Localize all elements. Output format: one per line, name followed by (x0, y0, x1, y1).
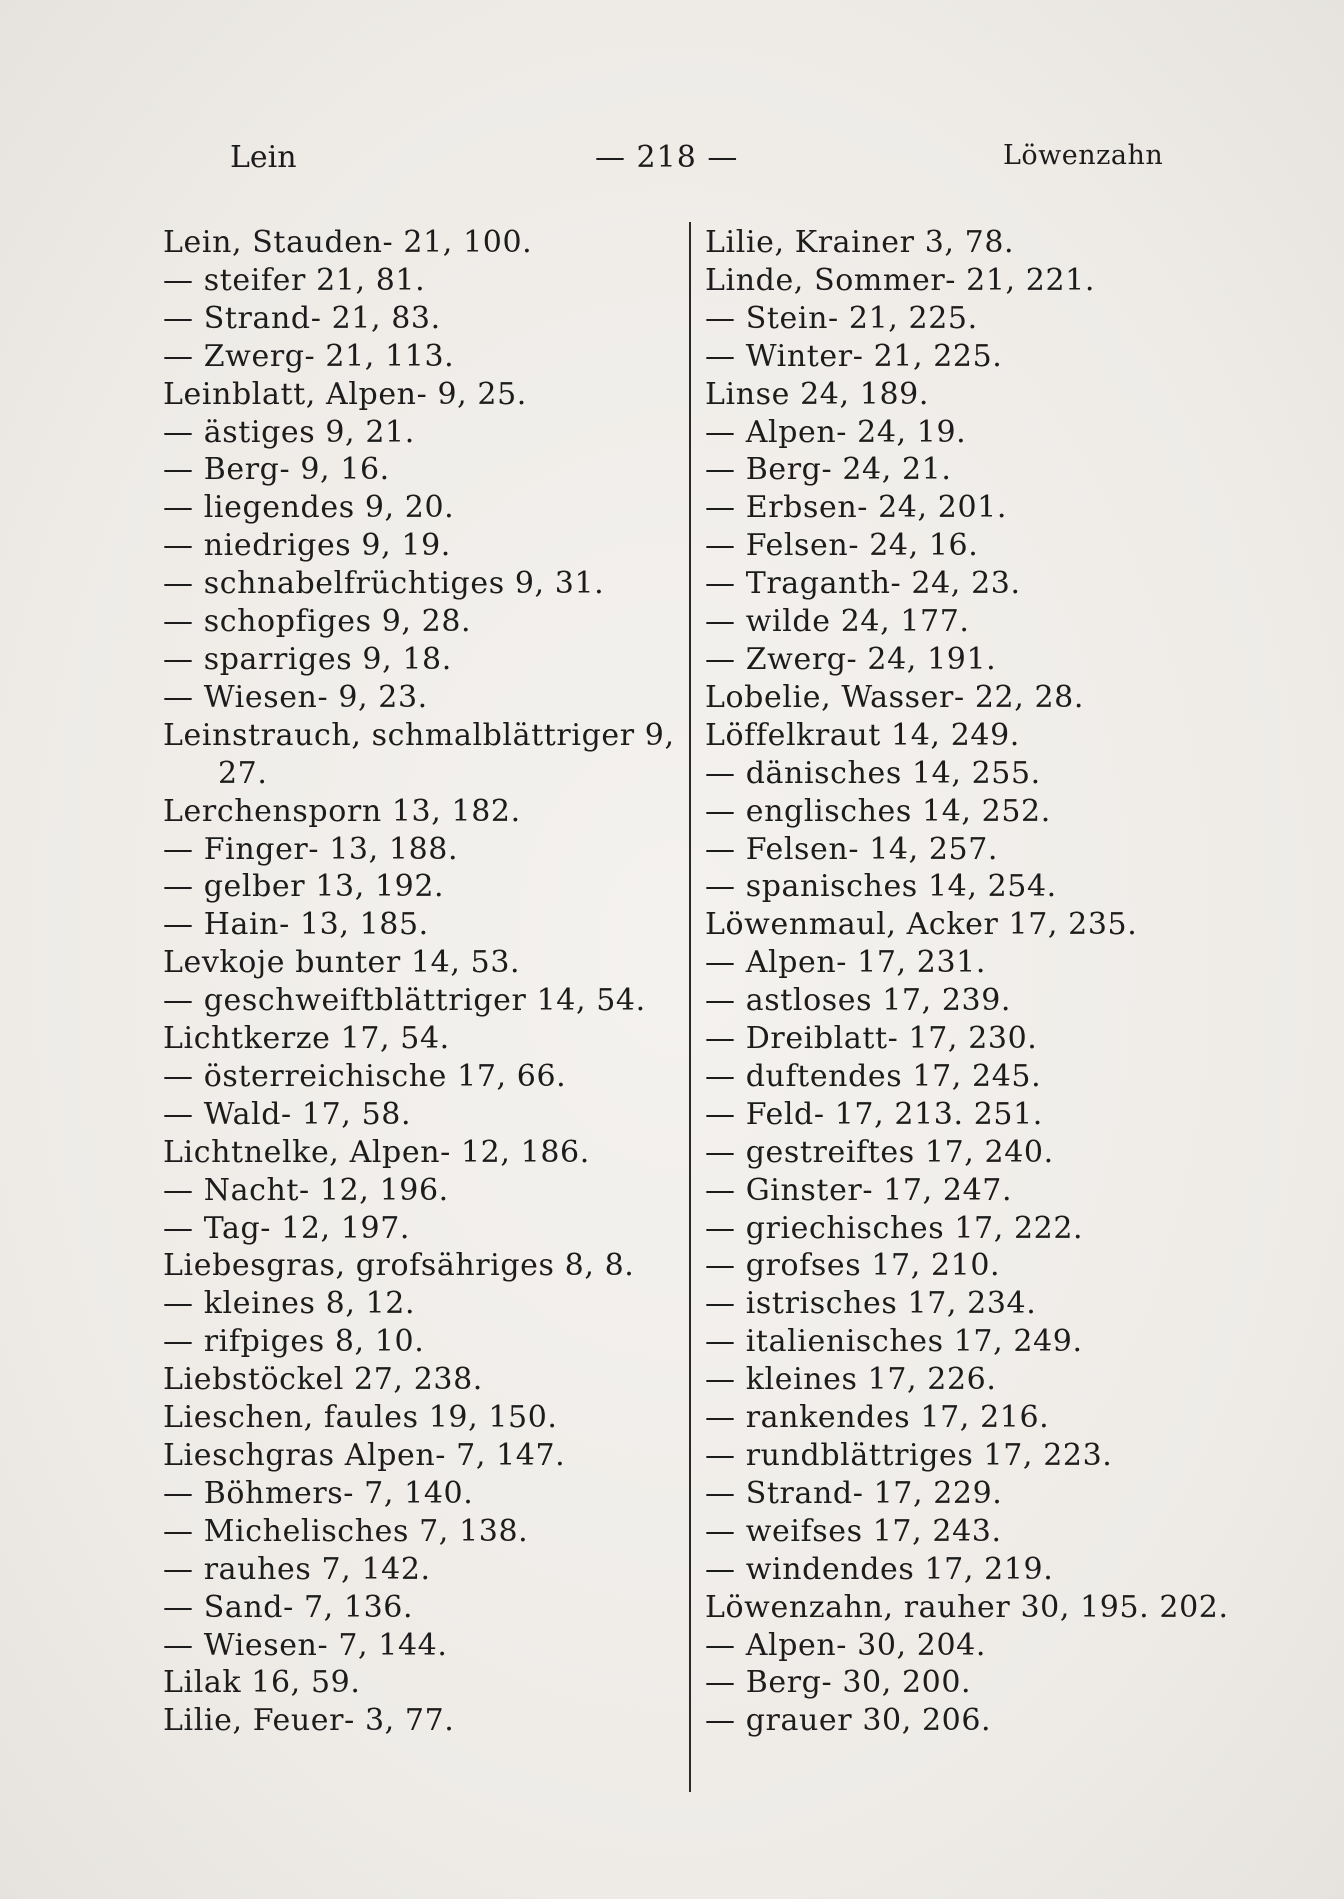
index-entry: Lilak 16, 59. (163, 1665, 361, 1701)
index-entry: Löffelkraut 14, 249. (705, 717, 1020, 753)
index-entry: — Zwerg- 21, 113. (163, 338, 455, 374)
index-entry: — istrisches 17, 234. (705, 1286, 1037, 1322)
index-entry: Leinblatt, Alpen- 9, 25. (163, 376, 527, 412)
index-entry: — Alpen- 17, 231. (705, 945, 986, 981)
index-entry: Lerchensporn 13, 182. (163, 793, 521, 829)
index-entry: Lilie, Krainer 3, 78. (705, 225, 1015, 260)
index-entry: Linde, Sommer- 21, 221. (705, 262, 1095, 298)
index-entry: — Wald- 17, 58. (163, 1096, 412, 1132)
index-entry: Liebesgras, grofsähriges 8, 8. (163, 1248, 635, 1284)
index-entry: — schopfiges 9, 28. (163, 604, 472, 640)
index-entry: — Stein- 21, 225. (705, 300, 978, 336)
index-entry: Linse 24, 189. (705, 376, 929, 412)
index-entry: — rifpiges 8, 10. (163, 1324, 425, 1360)
index-entry: — gelber 13, 192. (163, 869, 445, 905)
index-entry: — Erbsen- 24, 201. (705, 490, 1007, 526)
index-entry: Leinstrauch, schmalblättriger 9, (163, 717, 675, 753)
index-entry: — gestreiftes 17, 240. (705, 1134, 1054, 1170)
index-entry: — sparriges 9, 18. (163, 641, 452, 677)
index-entry: Liebstöckel 27, 238. (163, 1362, 483, 1398)
index-entry: — österreichische 17, 66. (163, 1058, 567, 1094)
index-entry: — astloses 17, 239. (705, 983, 1012, 1019)
index-entry: — rauhes 7, 142. (163, 1551, 431, 1587)
index-entry: Löwenmaul, Acker 17, 235. (705, 907, 1138, 943)
index-entry: — wilde 24, 177. (705, 604, 970, 640)
index-entry: — windendes 17, 219. (705, 1551, 1054, 1587)
index-entry: — Zwerg- 24, 191. (705, 641, 997, 677)
index-entry: — rankendes 17, 216. (705, 1400, 1050, 1436)
index-entry: — Berg- 30, 200. (705, 1665, 972, 1701)
index-entry: — Winter- 21, 225. (705, 338, 1003, 374)
index-entry: Lein, Stauden- 21, 100. (163, 225, 533, 260)
index-entry: — Wiesen- 9, 23. (163, 679, 428, 715)
index-entry: — dänisches 14, 255. (705, 755, 1041, 791)
index-entry: — Finger- 13, 188. (163, 831, 459, 867)
index-entry: — Berg- 9, 16. (163, 452, 390, 488)
index-entry: Levkoje bunter 14, 53. (163, 945, 521, 981)
index-entry: Lilie, Feuer- 3, 77. (163, 1703, 455, 1739)
index-entry: — Hain- 13, 185. (163, 907, 429, 943)
index-entry: — grauer 30, 206. (705, 1703, 992, 1739)
index-entry: — Feld- 17, 213. 251. (705, 1096, 1043, 1132)
header-left-keyword: Lein (230, 140, 297, 175)
index-entry: — Strand- 21, 83. (163, 300, 441, 336)
index-entry: 27. (218, 755, 268, 791)
index-entry: — Wiesen- 7, 144. (163, 1627, 448, 1663)
index-entry: Lobelie, Wasser- 22, 28. (705, 679, 1084, 715)
index-entry: — Alpen- 30, 204. (705, 1627, 986, 1663)
index-entry: — niedriges 9, 19. (163, 528, 451, 564)
header-right-keyword: Löwenzahn (1003, 140, 1164, 171)
index-entry: — Nacht- 12, 196. (163, 1172, 449, 1208)
index-entry: — Dreiblatt- 17, 230. (705, 1021, 1038, 1057)
column-divider (689, 222, 691, 1792)
index-entry: — kleines 17, 226. (705, 1362, 997, 1398)
index-entry: — liegendes 9, 20. (163, 490, 455, 526)
index-entry: Lichtnelke, Alpen- 12, 186. (163, 1134, 590, 1170)
index-entry: — geschweiftblättriger 14, 54. (163, 983, 646, 1019)
index-entry: — Böhmers- 7, 140. (163, 1475, 474, 1511)
index-entry: — Traganth- 24, 23. (705, 566, 1021, 602)
index-entry: Lichtkerze 17, 54. (163, 1021, 450, 1057)
index-entry: — rundblättriges 17, 223. (705, 1438, 1113, 1473)
page-number: — 218 — (595, 140, 739, 175)
index-entry: — steifer 21, 81. (163, 262, 426, 298)
index-entry: — Michelisches 7, 138. (163, 1513, 529, 1549)
left-index-column (163, 224, 683, 1740)
index-entry: — grofses 17, 210. (705, 1248, 1001, 1284)
index-entry: — schnabelfrüchtiges 9, 31. (163, 566, 605, 602)
index-entry: — Tag- 12, 197. (163, 1210, 411, 1246)
index-entry: — italienisches 17, 249. (705, 1324, 1083, 1360)
index-entry: Lieschgras Alpen- 7, 147. (163, 1438, 566, 1473)
index-entry: — kleines 8, 12. (163, 1286, 416, 1322)
index-entry: Löwenzahn, rauher 30, 195. 202. (705, 1589, 1229, 1625)
index-entry: — griechisches 17, 222. (705, 1210, 1084, 1246)
running-head (0, 140, 1344, 184)
index-entry: — Berg- 24, 21. (705, 452, 952, 488)
index-entry: — duftendes 17, 245. (705, 1058, 1042, 1094)
index-entry: — englisches 14, 252. (705, 793, 1051, 829)
index-entry: — Ginster- 17, 247. (705, 1172, 1013, 1208)
index-entry: — Felsen- 14, 257. (705, 831, 999, 867)
index-entry: — Sand- 7, 136. (163, 1589, 414, 1625)
index-entry: — Felsen- 24, 16. (705, 528, 979, 564)
index-entry: — Alpen- 24, 19. (705, 414, 967, 450)
index-entry: — spanisches 14, 254. (705, 869, 1057, 905)
index-entry: — Strand- 17, 229. (705, 1475, 1003, 1511)
index-entry: — weifses 17, 243. (705, 1513, 1002, 1549)
index-entry: Lieschen, faules 19, 150. (163, 1400, 558, 1436)
right-index-column (705, 224, 1245, 1740)
index-entry: — ästiges 9, 21. (163, 414, 415, 450)
